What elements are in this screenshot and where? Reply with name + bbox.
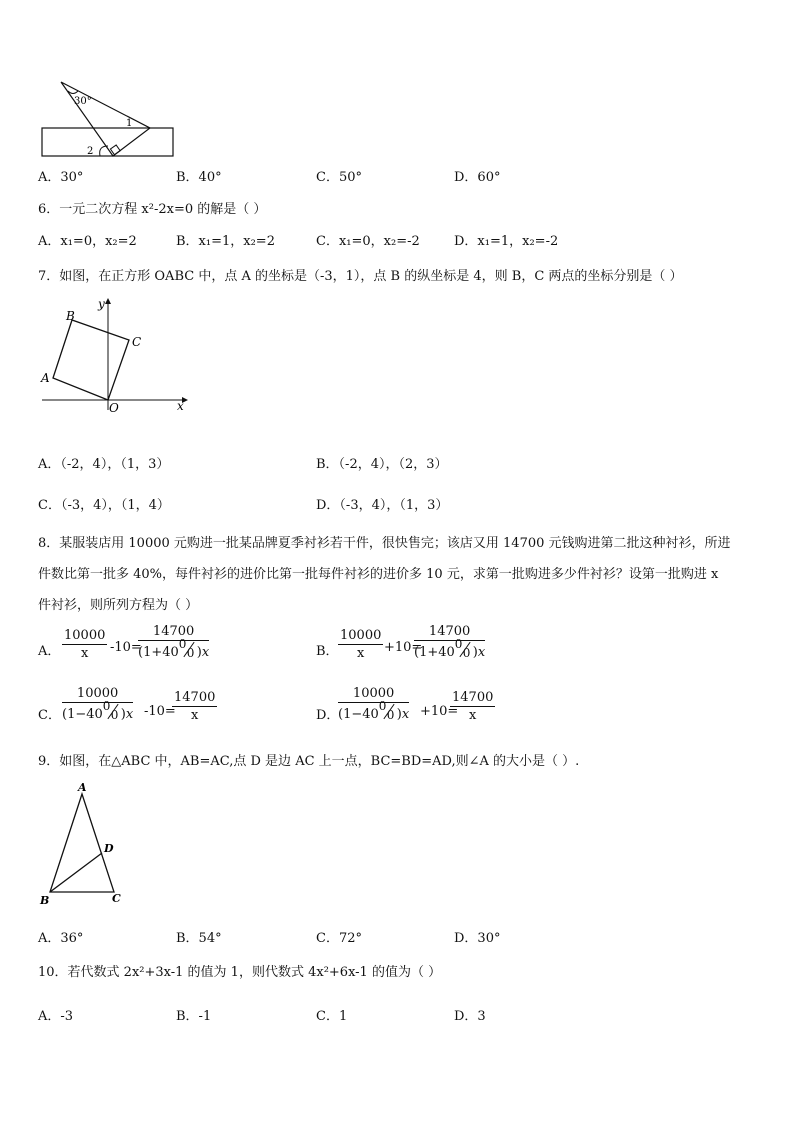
- q8-c-operator: -10=: [144, 704, 176, 719]
- q6-stem: 6．一元二次方程 x²-2x=0 的解是（ ）: [38, 202, 267, 217]
- q8-a-operator: -10=: [110, 640, 142, 655]
- q8-a-den-open: (1+40: [138, 645, 179, 660]
- q8-d-left-den: (1−40 0 0 )x: [338, 699, 410, 722]
- q10-option-c[interactable]: C．1: [316, 1009, 348, 1024]
- q8-option-a-label: A．: [38, 644, 61, 659]
- q9-figure: [38, 780, 138, 910]
- q8-b-right-den: (1+40 0 0 )x: [414, 637, 486, 660]
- q9-option-b[interactable]: B．54°: [176, 931, 222, 946]
- q7-y-arrow: [105, 298, 111, 304]
- q7-label-y: y: [98, 297, 105, 311]
- q8-a-frac-left: [62, 628, 107, 661]
- q9-option-a[interactable]: A．36°: [38, 931, 84, 946]
- q8-a-frac-right: [138, 624, 209, 660]
- q9-label-d: D: [104, 842, 114, 855]
- q8-d-operator: +10=: [420, 704, 459, 719]
- q8-stem-line-3: 件衬衫，则所列方程为（ ）: [38, 598, 199, 613]
- q6-option-c[interactable]: C．x₁=0，x₂=-2: [316, 234, 420, 249]
- q8-b-frac-left: [338, 628, 383, 661]
- q5-option-d[interactable]: D．60°: [454, 170, 501, 185]
- q8-c-right-num: 14700: [174, 690, 216, 705]
- q8-b-frac-right: [414, 624, 485, 660]
- q10-stem: 10．若代数式 2x²+3x-1 的值为 1，则代数式 4x²+6x-1 的值为（ ）: [38, 965, 442, 980]
- q8-a-right-den: (1+40 0 0 )x: [138, 637, 210, 660]
- q8-option-c-label: C．: [38, 708, 61, 723]
- q7-label-o: O: [109, 401, 119, 414]
- q5-label-30: 30°: [74, 96, 92, 107]
- percent-sign: 0 0: [178, 637, 195, 660]
- q8-c-frac-left: [62, 686, 133, 722]
- percent-sign: 0 0: [454, 637, 471, 660]
- q5-option-c[interactable]: C．50°: [316, 170, 362, 185]
- q8-c-frac-right: [172, 690, 217, 723]
- q7-square: [53, 320, 129, 400]
- q8-d-left-num: 10000: [338, 686, 409, 703]
- q8-d-frac-left: [338, 686, 409, 722]
- q8-b-left-num: 10000: [340, 628, 382, 643]
- q9-option-d[interactable]: D．30°: [454, 931, 501, 946]
- q8-d-right-num: 14700: [452, 690, 494, 705]
- q7-label-b: B: [66, 309, 75, 323]
- q8-option-d-label: D．: [316, 708, 340, 723]
- q5-figure: [38, 76, 178, 162]
- q9-label-a: A: [78, 781, 87, 794]
- q9-label-c: C: [112, 892, 121, 905]
- q5-option-a[interactable]: A．30°: [38, 170, 84, 185]
- q8-a-left-num: 10000: [64, 628, 106, 643]
- q8-c-right-den: x: [191, 708, 199, 723]
- q9-label-b: B: [40, 894, 50, 907]
- q7-option-a[interactable]: A．（-2，4），（1，3）: [38, 457, 170, 472]
- q5-option-b[interactable]: B．40°: [176, 170, 222, 185]
- q10-option-a[interactable]: A．-3: [38, 1009, 74, 1024]
- q5-right-angle-mark: [110, 145, 120, 155]
- q7-option-b[interactable]: B．（-2，4），（2，3）: [316, 457, 448, 472]
- q9-option-c[interactable]: C．72°: [316, 931, 362, 946]
- percent-sign: 0 0: [102, 699, 119, 722]
- q6-option-d[interactable]: D．x₁=1，x₂=-2: [454, 234, 559, 249]
- q8-option-d[interactable]: [316, 686, 566, 730]
- q6-option-a[interactable]: A．x₁=0，x₂=2: [38, 234, 137, 249]
- q8-option-c[interactable]: [38, 686, 288, 730]
- q8-b-left-den: x: [357, 646, 365, 661]
- q8-option-b[interactable]: [316, 624, 566, 668]
- q8-a-right-num: 14700: [138, 624, 209, 641]
- q8-stem-line-2: 件数比第一批多 40%，每件衬衫的进价比第一批每件衬衫的进价多 10 元，求第一批购进多少件衬衫？设第一批购进 x: [38, 567, 719, 582]
- q7-label-c: C: [132, 335, 142, 349]
- q7-option-d[interactable]: D．（-3，4），（1，3）: [316, 498, 449, 513]
- q8-option-b-label: B．: [316, 644, 339, 659]
- q8-option-a[interactable]: [38, 624, 288, 668]
- q10-option-d[interactable]: D．3: [454, 1009, 486, 1024]
- q8-stem-line-1: 8．某服装店用 10000 元购进一批某品牌夏季衬衫若干件，很快售完；该店又用 14700 元钱购进第二批这种衬衫，所进: [38, 536, 731, 551]
- q8-b-right-num: 14700: [414, 624, 485, 641]
- q8-a-left-den: x: [81, 646, 89, 661]
- q8-b-operator: +10=: [384, 640, 423, 655]
- q8-c-left-num: 10000: [62, 686, 133, 703]
- q9-stem: 9．如图，在△ABC 中，AB=AC,点 D 是边 AC 上一点，BC=BD=AD,则∠A 的大小是（ ）.: [38, 754, 580, 769]
- percent-sign: 0 0: [378, 699, 395, 722]
- q7-label-a: A: [41, 371, 50, 385]
- q5-ruler: [42, 128, 173, 156]
- q8-a-den-close: ): [196, 645, 202, 660]
- q7-stem: 7．如图，在正方形 OABC 中，点 A 的坐标是（-3，1），点 B 的纵坐标是 4，则 B，C 两点的坐标分别是（ ）: [38, 269, 683, 284]
- q7-option-c[interactable]: C．（-3，4），（1，4）: [38, 498, 170, 513]
- q5-label-2: 2: [87, 146, 94, 157]
- q5-label-1: 1: [126, 118, 133, 129]
- q9-segment-bd: [50, 853, 102, 892]
- q8-d-right-den: x: [469, 708, 477, 723]
- q8-c-left-den: (1−40 0 0 )x: [62, 699, 134, 722]
- q10-option-b[interactable]: B．-1: [176, 1009, 212, 1024]
- q7-figure: [38, 294, 198, 414]
- q6-option-b[interactable]: B．x₁=1，x₂=2: [176, 234, 275, 249]
- q7-label-x: x: [177, 399, 184, 413]
- q8-d-frac-right: [450, 690, 495, 723]
